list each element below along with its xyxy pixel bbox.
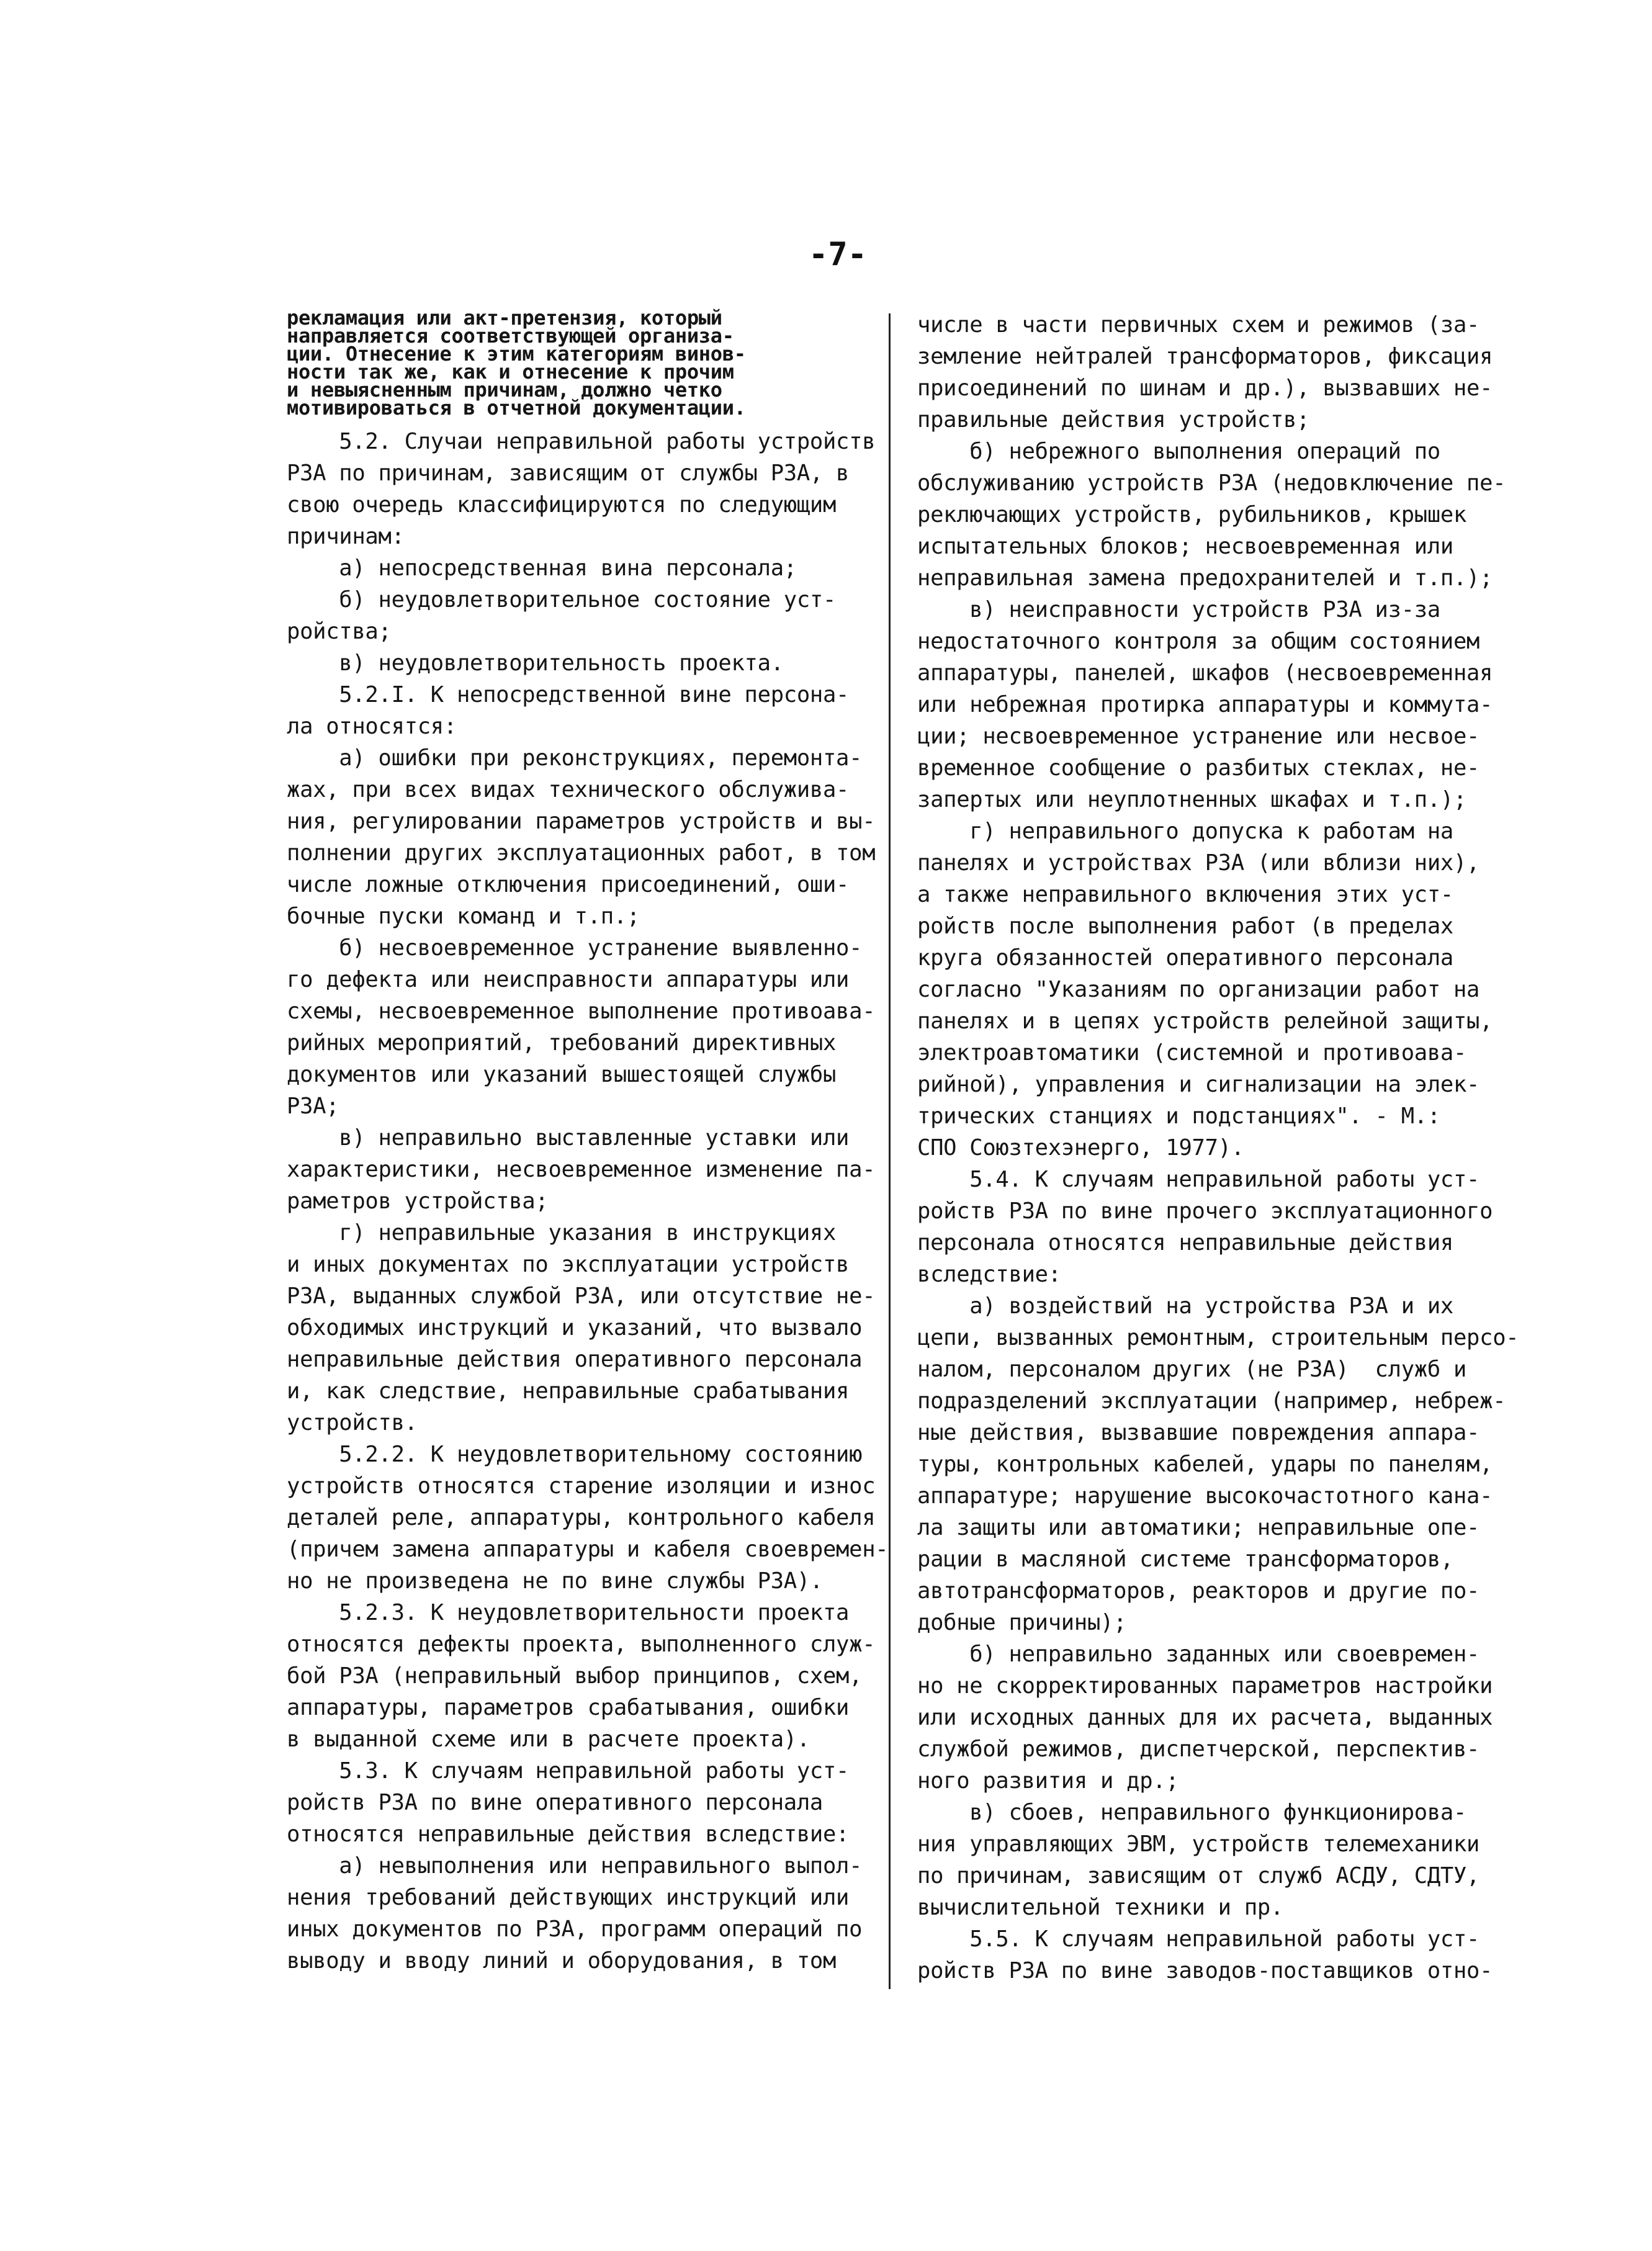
text-line: относятся дефекты проекта, выполненного служ- bbox=[287, 1632, 876, 1657]
text-line: СПО Союзтехэнерго, 1977). bbox=[917, 1135, 1244, 1161]
text-line: запертых или неуплотненных шкафах и т.п.); bbox=[917, 787, 1467, 812]
text-line: трических станциях и подстанциях". - М.: bbox=[917, 1103, 1440, 1129]
text-line: 5.2. Случаи неправильной работы устройств bbox=[287, 429, 876, 454]
text-line: ния, регулировании параметров устройств и вы- bbox=[287, 809, 876, 834]
text-line: г) неправильные указания в инструкциях bbox=[287, 1220, 837, 1246]
text-line: нения требований действующих инструкций или bbox=[287, 1885, 850, 1910]
text-line: правильные действия устройств; bbox=[917, 407, 1310, 433]
text-line: в) неправильно выставленные уставки или bbox=[287, 1125, 850, 1151]
text-line: обходимых инструкций и указаний, что вызвало bbox=[287, 1315, 863, 1341]
text-line: рийных мероприятий, требований директивных bbox=[287, 1030, 837, 1056]
text-line: ния управляющих ЭВМ, устройств телемеханики bbox=[917, 1831, 1480, 1857]
text-line: а) невыполнения или неправильного выпол- bbox=[287, 1853, 863, 1879]
text-line: полнении других эксплуатационных работ, в том bbox=[287, 840, 876, 866]
note-line: и невыясненным причинам, должно четко bbox=[287, 378, 722, 402]
text-line: в) неисправности устройств РЗА из-за bbox=[917, 597, 1440, 622]
text-line: а также неправильного включения этих уст- bbox=[917, 882, 1453, 907]
text-line: ла защиты или автоматики; неправильные опе- bbox=[917, 1515, 1480, 1540]
text-line: земление нейтралей трансформаторов, фиксация bbox=[917, 344, 1493, 369]
text-line: налом, персоналом других (не РЗА) служб и bbox=[917, 1357, 1467, 1382]
text-line: испытательных блоков; несвоевременная или bbox=[917, 534, 1453, 559]
text-line: персонала относятся неправильные действия bbox=[917, 1230, 1453, 1256]
text-line: устройств относятся старение изоляции и износ bbox=[287, 1473, 876, 1499]
text-line: реключающих устройств, рубильников, крышек bbox=[917, 502, 1467, 528]
text-line: добные причины); bbox=[917, 1610, 1127, 1635]
text-line: б) неправильно заданных или своевремен- bbox=[917, 1642, 1480, 1667]
text-line: а) воздействий на устройства РЗА и их bbox=[917, 1293, 1453, 1319]
text-line: РЗА, выданных службой РЗА, или отсутствие не- bbox=[287, 1283, 876, 1309]
note-line: рекламация или акт-претензия, который bbox=[287, 306, 722, 330]
text-line: жах, при всех видах технического обслужива- bbox=[287, 777, 850, 802]
note-line: мотивироваться в отчетной документации. bbox=[287, 396, 746, 420]
text-line: ройств РЗА по вине оперативного персонала bbox=[287, 1790, 823, 1815]
text-line: неправильные действия оперативного персонала bbox=[287, 1347, 863, 1372]
column-divider bbox=[889, 313, 891, 1989]
text-line: раметров устройства; bbox=[287, 1188, 549, 1214]
text-line: вычислительной техники и пр. bbox=[917, 1895, 1284, 1920]
text-line: службой режимов, диспетчерской, перспектив- bbox=[917, 1737, 1480, 1762]
text-line: обслуживанию устройств РЗА (недовключение пе- bbox=[917, 470, 1506, 496]
left-column-text bbox=[287, 426, 889, 1977]
text-line: характеристики, несвоевременное изменение па- bbox=[287, 1157, 876, 1182]
text-line: документов или указаний вышестоящей службы bbox=[287, 1062, 837, 1087]
text-line: панелях и в цепях устройств релейной защиты, bbox=[917, 1009, 1493, 1034]
text-line: 5.5. К случаям неправильной работы уст- bbox=[917, 1926, 1480, 1952]
text-line: электроавтоматики (системной и противоава- bbox=[917, 1040, 1467, 1066]
text-line: ные действия, вызвавшие повреждения аппара- bbox=[917, 1420, 1480, 1445]
text-line: неправильная замена предохранителей и т.п.); bbox=[917, 565, 1493, 591]
text-line: туры, контрольных кабелей, удары по панелям, bbox=[917, 1452, 1493, 1477]
text-line: присоединений по шинам и др.), вызвавших не- bbox=[917, 375, 1493, 401]
text-line: но не произведена не по вине службы РЗА). bbox=[287, 1568, 823, 1594]
text-line: 5.3. К случаям неправильной работы уст- bbox=[287, 1758, 850, 1784]
right-column bbox=[917, 309, 1538, 1987]
text-line: (причем замена аппаратуры и кабеля своевремен- bbox=[287, 1537, 889, 1562]
text-line: рации в масляной системе трансформаторов, bbox=[917, 1547, 1453, 1572]
text-line: или небрежная протирка аппаратуры и коммута- bbox=[917, 692, 1493, 717]
text-line: иных документов по РЗА, программ операций по bbox=[287, 1916, 863, 1942]
text-line: ции; несвоевременное устранение или несвое- bbox=[917, 724, 1480, 749]
text-line: ройств РЗА по вине прочего эксплуатационного bbox=[917, 1198, 1493, 1224]
text-line: согласно "Указаниям по организации работ на bbox=[917, 977, 1480, 1002]
text-line: го дефекта или неисправности аппаратуры или bbox=[287, 967, 850, 992]
text-line: а) ошибки при реконструкциях, перемонта- bbox=[287, 745, 863, 771]
text-line: но не скорректированных параметров настройки bbox=[917, 1673, 1493, 1699]
text-line: аппаратуре; нарушение высокочастотного кана- bbox=[917, 1483, 1493, 1509]
text-line: панелях и устройствах РЗА (или вблизи них), bbox=[917, 850, 1480, 876]
text-line: ройства; bbox=[287, 619, 392, 644]
text-line: а) непосредственная вина персонала; bbox=[287, 555, 797, 581]
note-line: ции. Отнесение к этим категориям винов- bbox=[287, 342, 746, 366]
note-line: направляется соответствующей организа- bbox=[287, 324, 734, 348]
text-line: ройств РЗА по вине заводов-поставщиков отно- bbox=[917, 1958, 1493, 1984]
left-column bbox=[287, 306, 889, 1977]
right-column-text bbox=[917, 309, 1538, 1987]
note-paragraph bbox=[287, 306, 881, 420]
text-line: в) сбоев, неправильного функционирова- bbox=[917, 1800, 1467, 1825]
text-line: автотрансформаторов, реакторов и другие по- bbox=[917, 1578, 1480, 1604]
text-line: устройств. bbox=[287, 1410, 418, 1436]
text-line: РЗА по причинам, зависящим от службы РЗА, в bbox=[287, 461, 850, 486]
text-line: и иных документах по эксплуатации устройств bbox=[287, 1252, 850, 1277]
text-line: или исходных данных для их расчета, выданных bbox=[917, 1705, 1493, 1730]
text-line: 5.2.I. К непосредственной вине персона- bbox=[287, 682, 850, 708]
text-line: б) несвоевременное устранение выявленно- bbox=[287, 935, 863, 961]
text-line: бой РЗА (неправильный выбор принципов, схем, bbox=[287, 1663, 863, 1689]
text-line: аппаратуры, параметров срабатывания, ошибки bbox=[287, 1695, 850, 1720]
text-line: деталей реле, аппаратуры, контрольного кабеля bbox=[287, 1505, 876, 1530]
text-line: г) неправильного допуска к работам на bbox=[917, 819, 1453, 844]
text-line: б) небрежного выполнения операций по bbox=[917, 439, 1440, 464]
text-line: б) неудовлетворительное состояние уст- bbox=[287, 587, 837, 613]
text-line: причинам: bbox=[287, 524, 405, 549]
text-line: ного развития и др.; bbox=[917, 1768, 1179, 1794]
text-line: РЗА; bbox=[287, 1094, 339, 1119]
note-line: ности так же, как и отнесение к прочим bbox=[287, 360, 734, 384]
text-line: 5.4. К случаям неправильной работы уст- bbox=[917, 1167, 1480, 1192]
text-line: числе ложные отключения присоединений, оши- bbox=[287, 872, 850, 897]
text-line: по причинам, зависящим от служб АСДУ, СДТУ, bbox=[917, 1863, 1480, 1889]
text-line: 5.2.3. К неудовлетворительности проекта bbox=[287, 1600, 850, 1625]
text-line: в выданной схеме или в расчете проекта). bbox=[287, 1727, 810, 1752]
text-line: рийной), управления и сигнализации на элек- bbox=[917, 1072, 1480, 1097]
text-line: относятся неправильные действия вследствие: bbox=[287, 1822, 850, 1847]
text-line: схемы, несвоевременное выполнение противоава- bbox=[287, 999, 876, 1024]
text-line: числе в части первичных схем и режимов (за- bbox=[917, 312, 1480, 338]
text-line: аппаратуры, панелей, шкафов (несвоевременная bbox=[917, 660, 1493, 686]
text-line: свою очередь классифицируются по следующим bbox=[287, 492, 837, 518]
text-line: и, как следствие, неправильные срабатывания bbox=[287, 1378, 850, 1404]
text-line: подразделений эксплуатации (например, небреж- bbox=[917, 1388, 1506, 1414]
text-line: вследствие: bbox=[917, 1262, 1061, 1287]
text-line: 5.2.2. К неудовлетворительному состоянию bbox=[287, 1442, 863, 1467]
text-line: ла относятся: bbox=[287, 714, 457, 739]
text-line: цепи, вызванных ремонтным, строительным персо- bbox=[917, 1325, 1519, 1350]
text-line: бочные пуски команд и т.п.; bbox=[287, 904, 640, 929]
text-line: недостаточного контроля за общим состоянием bbox=[917, 629, 1480, 654]
text-line: выводу и вводу линий и оборудования, в том bbox=[287, 1948, 837, 1974]
text-line: круга обязанностей оперативного персонала bbox=[917, 945, 1453, 971]
text-line: ройств после выполнения работ (в пределах bbox=[917, 914, 1453, 939]
text-line: временное сообщение о разбитых стеклах, не- bbox=[917, 755, 1480, 781]
page-number: -7- bbox=[809, 236, 867, 273]
text-line: в) неудовлетворительность проекта. bbox=[287, 650, 784, 676]
